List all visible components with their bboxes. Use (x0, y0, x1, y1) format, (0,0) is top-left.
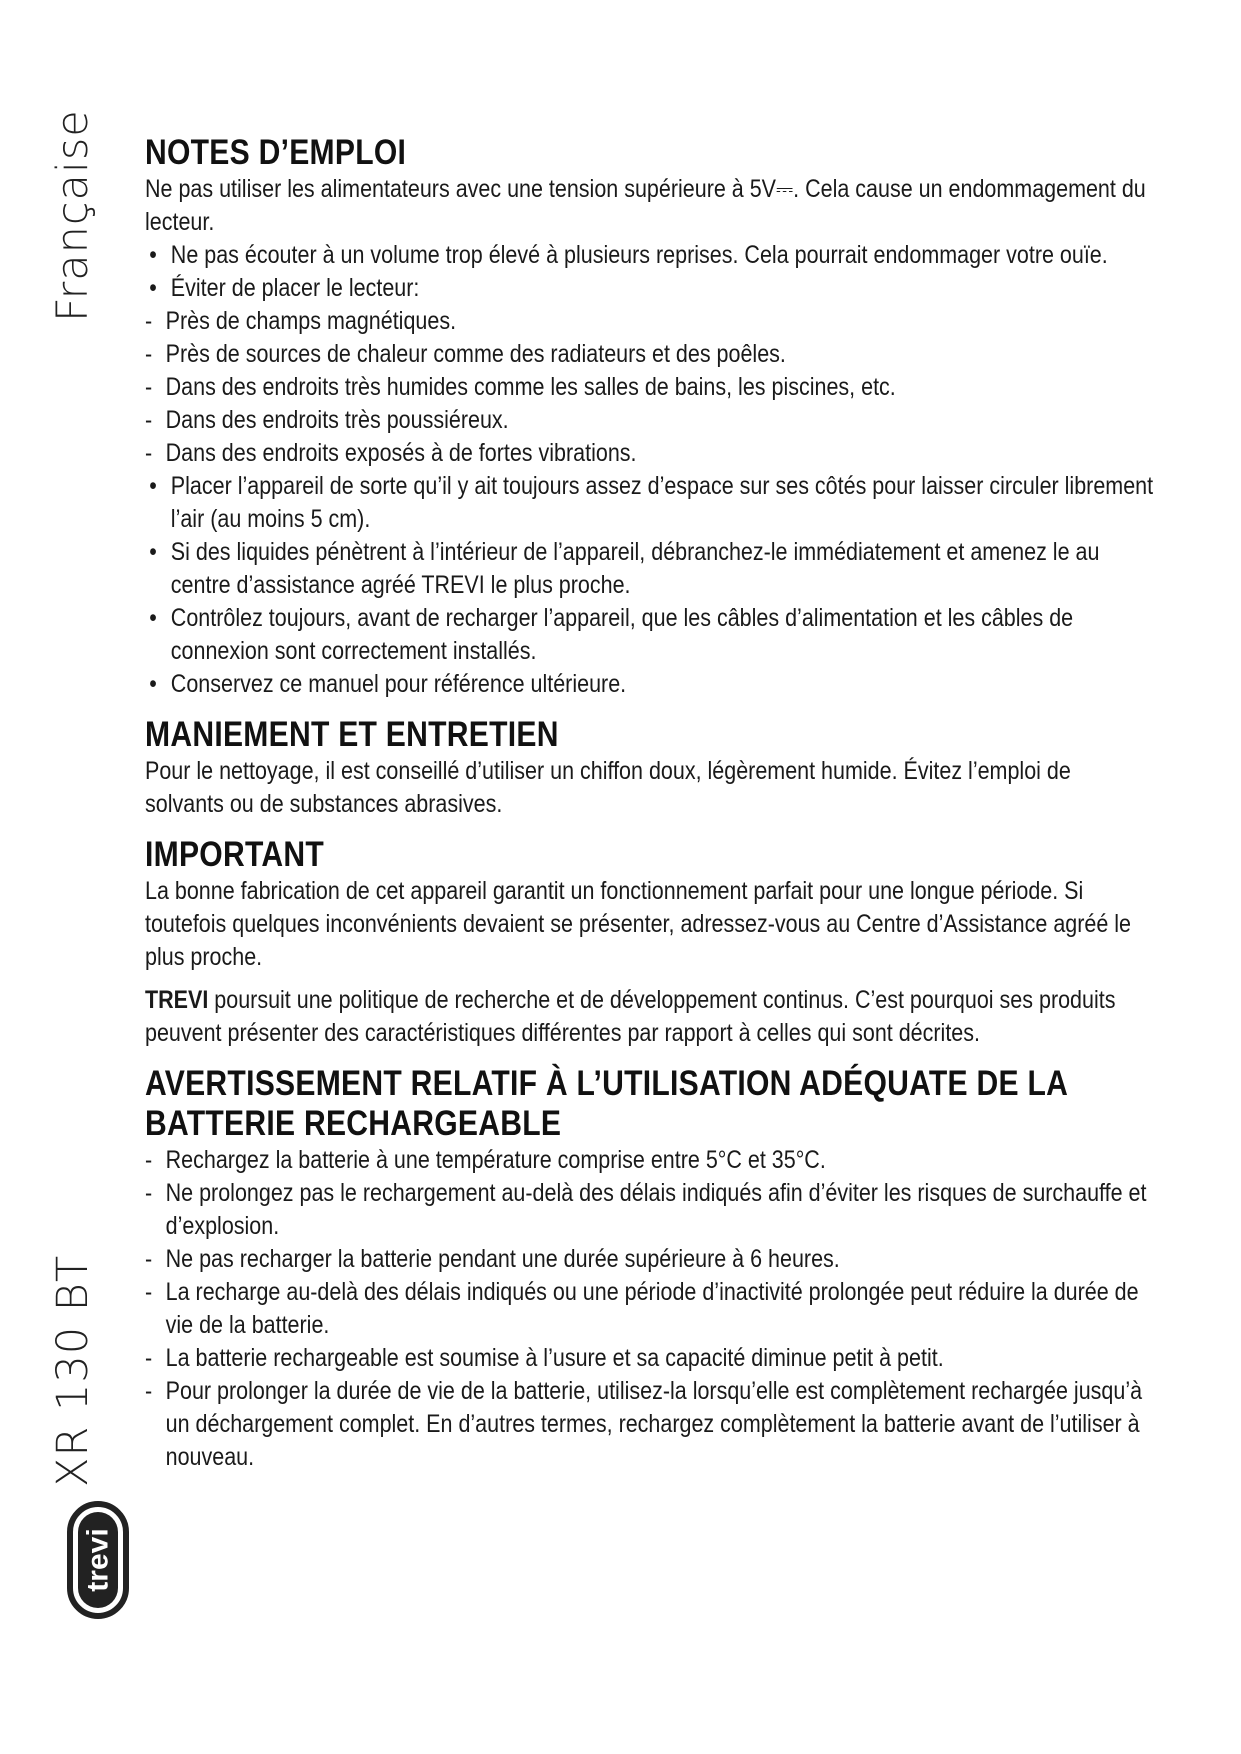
list-item (145, 668, 1156, 701)
section-title: AVERTISSEMENT RELATIF À L’UTILISATION ADÉQUATE DE LA BATTERIE RECHARGEABLE (145, 1064, 1067, 1143)
list-item-text: Près de champs magnétiques. (165, 307, 457, 335)
list-item (145, 1144, 1156, 1177)
list-item-text: Rechargez la batterie à une température comprise entre 5°C et 35°C. (165, 1146, 826, 1174)
bullet-mark: • (149, 274, 157, 302)
list-item-text: Placer l’appareil de sorte qu’il y ait toujours assez d’espace sur ses côtés pour laisser circuler librement l’air (au moins 5 cm). (170, 472, 1154, 533)
bullet-mark: • (149, 670, 157, 698)
section-title: IMPORTANT (145, 835, 325, 874)
dash-mark: - (145, 307, 153, 335)
list-item-text: Contrôlez toujours, avant de recharger l’appareil, que les câbles d’alimentation et les câbles de connexion sont correctement installés. (170, 604, 1074, 665)
list-item-text: Éviter de placer le lecteur: (170, 274, 420, 302)
section-battery (145, 1064, 1156, 1474)
brand-name: TREVI (145, 986, 209, 1014)
list-item-text: La recharge au-delà des délais indiqués ou une période d’inactivité prolongée peut réduire la durée de vie de la batterie. (165, 1278, 1139, 1339)
list-item-text: Ne prolongez pas le rechargement au-delà des délais indiqués afin d’éviter les risques de surchauffe et d’explosion. (165, 1179, 1147, 1240)
page-content (145, 133, 1156, 1488)
section-title: NOTES D’EMPLOI (145, 133, 407, 172)
section-notes (145, 133, 1156, 701)
svg-text:trevi: trevi (81, 1528, 115, 1592)
list-item (145, 536, 1156, 602)
list-item (145, 1342, 1156, 1375)
list-item (145, 1243, 1156, 1276)
list-item-text: Ne pas recharger la batterie pendant une durée supérieure à 6 heures. (165, 1245, 840, 1273)
section-maintenance (145, 715, 1156, 821)
dash-mark: - (145, 373, 153, 401)
paragraph: Ne pas utiliser les alimentateurs avec une tension supérieure à 5V⎓. Cela cause un endommagement du lecteur. (145, 175, 1146, 236)
dash-mark: - (145, 340, 153, 368)
sub-list-item (145, 305, 1156, 338)
section-important (145, 835, 1156, 1050)
list-item-text: Dans des endroits très poussiéreux. (165, 406, 509, 434)
dash-mark: - (145, 1278, 153, 1306)
list-item-text: Près de sources de chaleur comme des radiateurs et des poêles. (165, 340, 786, 368)
dash-mark: - (145, 1146, 153, 1174)
paragraph-text: poursuit une politique de recherche et de développement continus. C’est pourquoi ses produits peuvent présenter des caractéristiques différentes par rapport à celles qui sont décrites. (145, 986, 1116, 1047)
list-item (145, 470, 1156, 536)
paragraph: La bonne fabrication de cet appareil garantit un fonctionnement parfait pour une longue période. Si toutefois quelques inconvénients devaient se présenter, adressez-vous au Centre d’Assistance agréé le plus proche. (145, 877, 1132, 971)
sub-list-item (145, 437, 1156, 470)
dash-mark: - (145, 439, 153, 467)
paragraph: Pour le nettoyage, il est conseillé d’utiliser un chiffon doux, légèrement humide. Évitez l’emploi de solvants ou de substances abrasives. (145, 757, 1071, 818)
side-language-label: Française (48, 109, 98, 322)
list-item (145, 1177, 1156, 1243)
bullet-mark: • (149, 604, 157, 632)
list-item-text: Dans des endroits exposés à de fortes vibrations. (165, 439, 637, 467)
side-model-label: XR 130 BT (48, 1254, 98, 1487)
sub-list-item (145, 404, 1156, 437)
section-title: MANIEMENT ET ENTRETIEN (145, 715, 559, 754)
list-item (145, 602, 1156, 668)
list-item-text: Pour prolonger la durée de vie de la batterie, utilisez-la lorsqu’elle est complètement rechargée jusqu’à un déchargement complet. En d’autres termes, rechargez complètement la batterie avant de l’utiliser à nouveau. (165, 1377, 1143, 1471)
list-item (145, 239, 1156, 272)
list-item (145, 1375, 1156, 1474)
list-item-text: Ne pas écouter à un volume trop élevé à plusieurs reprises. Cela pourrait endommager votre ouïe. (170, 241, 1108, 269)
bullet-mark: • (149, 241, 157, 269)
dash-mark: - (145, 1245, 153, 1273)
list-item-text: Conservez ce manuel pour référence ultérieure. (170, 670, 627, 698)
bullet-mark: • (149, 538, 157, 566)
list-item (145, 1276, 1156, 1342)
bullet-mark: • (149, 472, 157, 500)
dash-mark: - (145, 1377, 153, 1405)
list-item-text: Dans des endroits très humides comme les salles de bains, les piscines, etc. (165, 373, 896, 401)
dash-mark: - (145, 406, 153, 434)
dash-mark: - (145, 1179, 153, 1207)
list-item (145, 272, 1156, 305)
paragraph (145, 984, 1156, 1050)
sub-list-item (145, 338, 1156, 371)
sub-list-item (145, 371, 1156, 404)
trevi-logo-icon (66, 1500, 130, 1620)
list-item-text: Si des liquides pénètrent à l’intérieur de l’appareil, débranchez-le immédiatement et amenez le au centre d’assistance agréé TREVI le plus proche. (170, 538, 1100, 599)
dash-mark: - (145, 1344, 153, 1372)
list-item-text: La batterie rechargeable est soumise à l’usure et sa capacité diminue petit à petit. (165, 1344, 944, 1372)
